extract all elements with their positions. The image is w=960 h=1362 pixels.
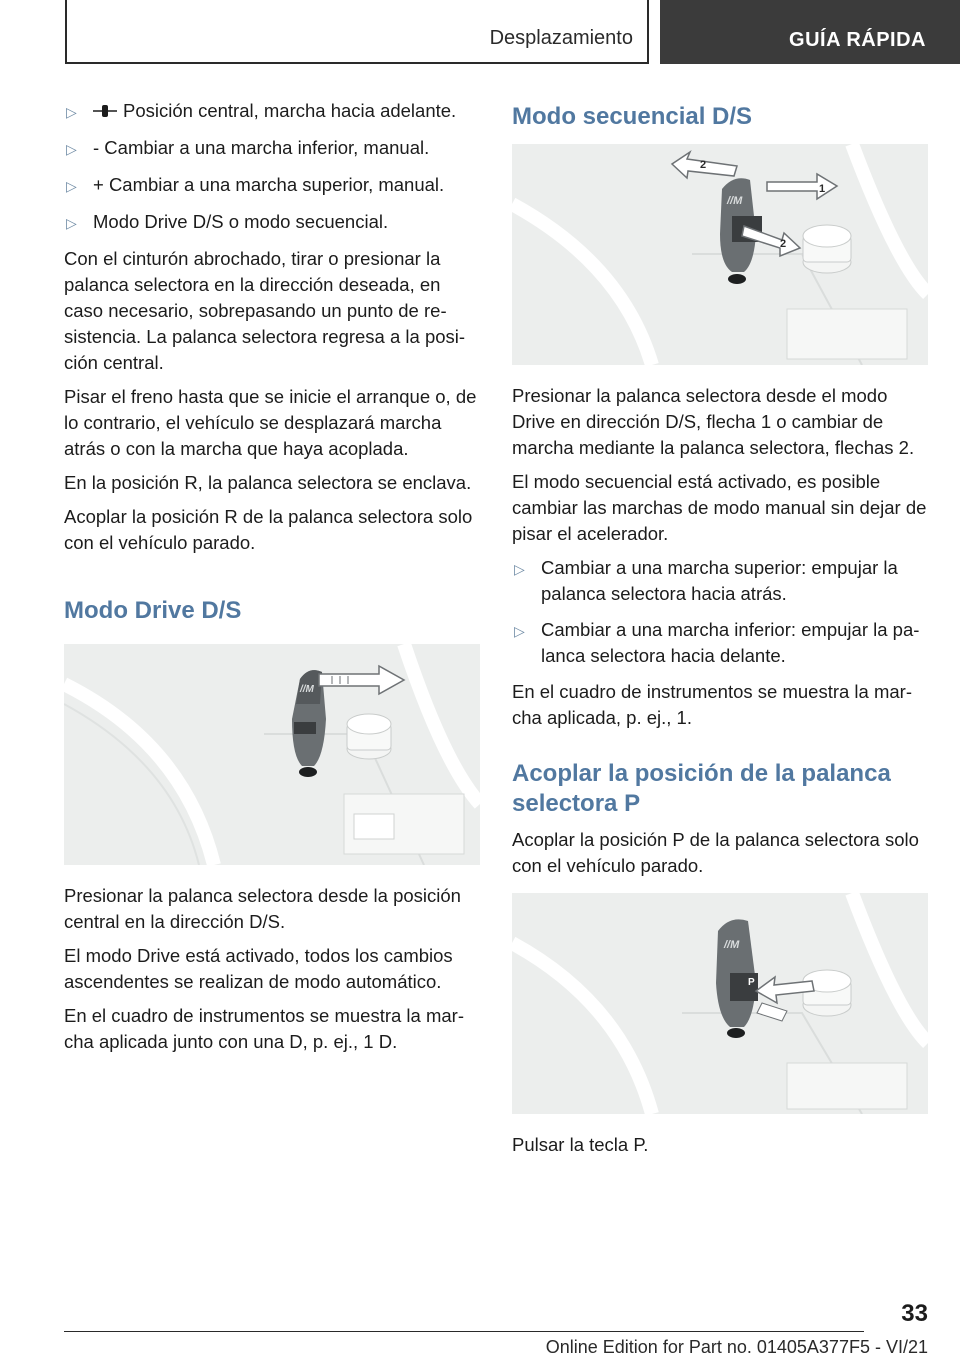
right-column — [512, 98, 928, 1166]
footer-divider — [64, 1331, 864, 1332]
figure-drive-mode — [64, 644, 480, 865]
neutral-position-icon — [93, 104, 117, 118]
body-paragraph: Acoplar la posición R de la palanca selectora solo con el vehículo parado. — [64, 506, 473, 553]
arrow-label-2: 2 — [780, 238, 787, 250]
svg-text://M: //M — [724, 939, 740, 951]
section-heading-sequential: Modo secuencial D/S — [512, 103, 753, 130]
list-item: ▷ Cambiar a una marcha superior: empujar la palanca selectora hacia atrás. — [512, 555, 928, 607]
figure-park-key — [512, 893, 928, 1114]
bullet-triangle-icon: ▷ — [514, 561, 525, 577]
list-item: ▷ Cambiar a una marcha inferior: empujar la palanca selectora hacia delante. — [512, 617, 928, 669]
arrow-label-2: 2 — [700, 159, 707, 171]
list-item: ▷ Posición central, marcha hacia adelante. — [64, 98, 480, 125]
left-column — [64, 98, 480, 1063]
section-heading-park: Acoplar la posición de la palanca selectora P — [512, 760, 891, 817]
figure-sequential-mode — [512, 144, 928, 365]
list-item: ▷ - Cambiar a una marcha inferior, manual. — [64, 135, 480, 162]
list-item: ▷ + Cambiar a una marcha superior, manual. — [64, 172, 480, 199]
body-paragraph: Acoplar la posición P de la palanca selectora solo con el vehículo parado. — [512, 829, 919, 876]
section-heading-drive: Modo Drive D/S — [64, 597, 242, 624]
figure-caption: Pulsar la tecla P. — [512, 1134, 649, 1155]
section-title: Desplazamiento — [489, 27, 633, 49]
bullet-triangle-icon: ▷ — [66, 215, 77, 231]
svg-text://M: //M — [300, 684, 314, 695]
body-paragraph: En el cuadro de instrumentos se muestra la marcha aplicada junto con una D, p. ej., 1 D. — [64, 1005, 464, 1052]
body-paragraph: En el cuadro de instrumentos se muestra la marcha aplicada, p. ej., 1. — [512, 681, 912, 728]
body-paragraph: Pisar el freno hasta que se inicie el arranque o, de lo contrario, el vehículo se desplazará marcha atrás o con la marcha que haya acoplada. — [64, 386, 477, 459]
running-header-section — [65, 0, 649, 64]
svg-text://M: //M — [727, 195, 743, 207]
running-header-chapter — [660, 0, 960, 64]
body-paragraph: El modo secuencial está activado, es posible cambiar las marchas de modo manual sin dejar de pisar el acelerador. — [512, 471, 927, 544]
arrow-label-1: 1 — [819, 183, 826, 195]
park-key-label: P — [748, 977, 755, 988]
page-number: 33 — [901, 1300, 928, 1327]
footer-edition: Online Edition for Part no. 01405A377F5 - VI/21 — [545, 1337, 928, 1357]
body-paragraph: Con el cinturón abrochado, tirar o presionar la palanca selectora en la dirección deseada, en caso necesario, sobrepasando un punto de resistencia. La palanca selectora regresa a la posición central. — [64, 248, 466, 373]
bullet-triangle-icon: ▷ — [66, 178, 77, 194]
body-paragraph: Presionar la palanca selectora desde el modo Drive en dirección D/S, flecha 1 o cambiar de marcha mediante la palanca selectora, flechas 2. — [512, 385, 915, 458]
bullet-triangle-icon: ▷ — [514, 623, 525, 639]
bullet-triangle-icon: ▷ — [66, 141, 77, 157]
list-item: ▷ Modo Drive D/S o modo secuencial. — [64, 209, 480, 236]
bullet-triangle-icon: ▷ — [66, 104, 77, 120]
chapter-title: GUÍA RÁPIDA — [789, 29, 926, 51]
body-paragraph: Presionar la palanca selectora desde la posición central en la dirección D/S. — [64, 885, 461, 932]
body-paragraph: En la posición R, la palanca selectora se enclava. — [64, 472, 472, 493]
body-paragraph: El modo Drive está activado, todos los cambios ascendentes se realizan de modo automático. — [64, 945, 453, 992]
